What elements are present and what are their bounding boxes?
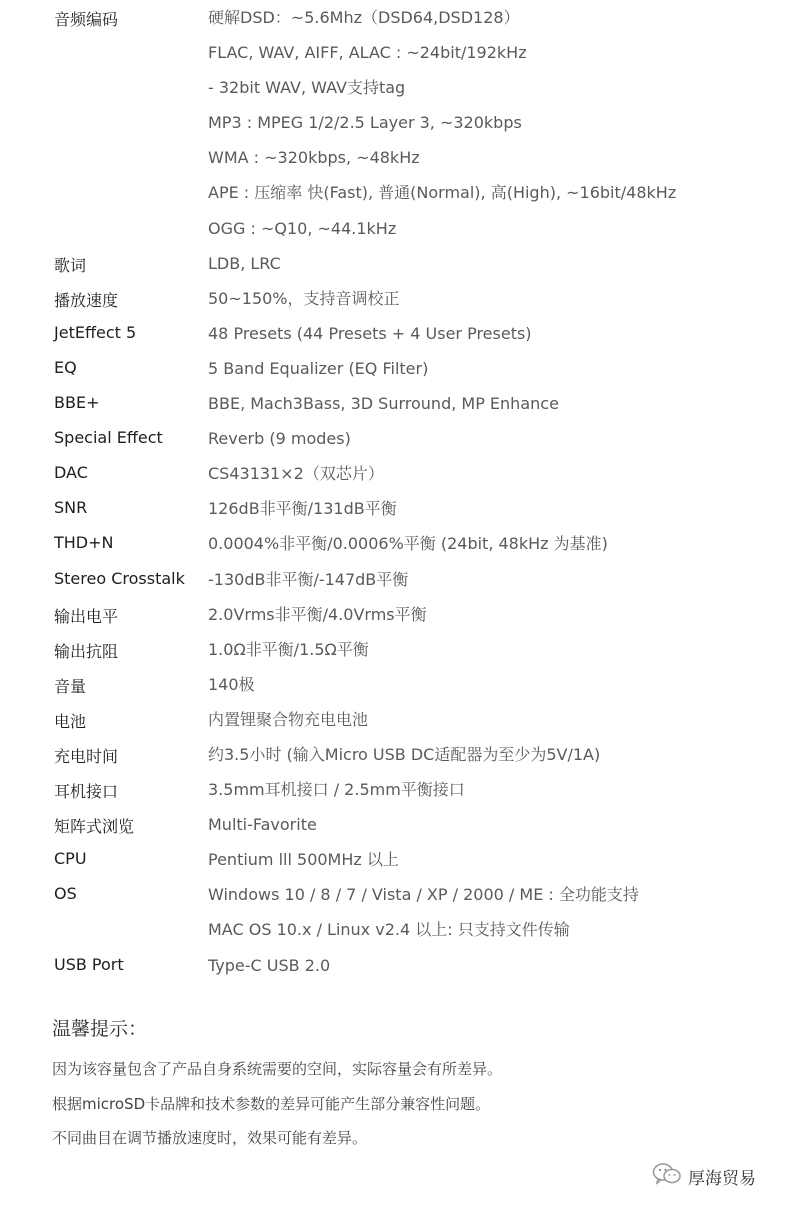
spec-values [208,386,559,421]
spec-row [54,526,774,561]
spec-row [54,386,774,421]
spec-label: 音量 [54,676,87,696]
spec-value: Pentium lll 500MHz 以上 [208,850,399,870]
spec-label: 电池 [54,711,87,731]
spec-value: 5 Band Equalizer (EQ Filter) [208,358,429,378]
spec-values [208,456,384,491]
spec-label: OS [54,884,77,904]
spec-values [208,491,397,526]
spec-value: BBE, Mach3Bass, 3D Surround, MP Enhance [208,394,559,414]
spec-value: Reverb (9 modes) [208,429,351,449]
spec-label: 音频编码 [54,10,119,29]
spec-row [54,562,774,597]
spec-row [54,772,774,807]
spec-value: MAC OS 10.x / Linux v2.4 以上: 只支持文件传输 [208,920,570,940]
spec-values [208,351,428,386]
spec-value: Windows 10 / 8 / 7 / Vista / XP / 2000 / ME : 全功能支持 [208,885,639,905]
tip-line: 不同曲目在调节播放速度时，效果可能有差异。 [52,1129,368,1147]
spec-label: Stereo Crosstalk [54,568,185,588]
spec-row [54,667,774,702]
spec-value: Type-C USB 2.0 [208,955,331,975]
spec-values [208,877,639,947]
spec-row [54,316,774,351]
spec-value: 126dB非平衡/131dB平衡 [208,499,397,519]
spec-value: 内置锂聚合物充电电池 [208,709,369,729]
tip-line: 因为该容量包含了产品自身系统需要的空间，实际容量会有所差异。 [52,1060,503,1078]
spec-values [208,702,368,737]
spec-row [54,948,774,983]
spec-label: BBE+ [54,393,100,413]
spec-row [54,491,774,526]
spec-values [208,807,317,842]
spec-values [208,772,465,807]
wechat-icon [652,1162,682,1190]
tips-list [52,1054,502,1158]
spec-row [54,281,774,316]
watermark-text: 厚海贸易 [688,1168,756,1189]
spec-value: WMA : ~320kbps, ~48kHz [208,148,420,168]
spec-value: -130dB非平衡/-147dB平衡 [208,569,409,589]
spec-row [54,421,774,456]
spec-row [54,877,774,947]
spec-row [54,702,774,737]
spec-value: APE : 压缩率 快(Fast), 普通(Normal), 高(High), ~16bit/48kHz [208,183,677,203]
spec-value: 0.0004%非平衡/0.0006%平衡 (24bit, 48kHz 为基准) [208,534,608,554]
spec-row [54,842,774,877]
spec-row [54,456,774,491]
spec-row [54,351,774,386]
spec-value: 140极 [208,674,255,694]
spec-value: 硬解DSD：~5.6Mhz（DSD64,DSD128） [208,8,520,27]
spec-value: 2.0Vrms非平衡/4.0Vrms平衡 [208,604,427,624]
spec-row [54,246,774,281]
spec-value: - 32bit WAV, WAV支持tag [208,78,406,98]
spec-label: USB Port [54,954,124,974]
spec-row [54,737,774,772]
spec-values [208,632,369,667]
spec-values [208,948,330,983]
spec-value: FLAC, WAV, AIFF, ALAC : ~24bit/192kHz [208,43,527,63]
spec-label: SNR [54,498,88,518]
spec-label: EQ [54,357,77,377]
spec-value: MP3 : MPEG 1/2/2.5 Layer 3, ~320kbps [208,113,522,133]
spec-label: Special Effect [54,428,163,448]
spec-values [208,421,351,456]
spec-label: DAC [54,463,88,483]
watermark [652,1162,756,1190]
spec-values [208,281,400,316]
spec-label: JetEffect 5 [54,322,137,342]
spec-values [208,0,676,246]
spec-label: THD+N [54,533,114,553]
spec-value: 约3.5小时 (输入Micro USB DC适配器为至少为5V/1A) [208,745,601,764]
spec-value: OGG : ~Q10, ~44.1kHz [208,218,397,238]
spec-label: 充电时间 [54,747,119,766]
spec-label: 输出电平 [54,606,119,626]
spec-label: CPU [54,849,87,869]
spec-values [208,597,427,632]
spec-values [208,667,255,702]
spec-label: 歌词 [54,255,87,275]
spec-values [208,562,408,597]
spec-value: LDB, LRC [208,253,281,273]
spec-value: 48 Presets (44 Presets + 4 User Presets) [208,323,532,343]
spec-value: 1.0Ω非平衡/1.5Ω平衡 [208,639,369,659]
spec-values [208,842,399,877]
spec-value: 50~150%，支持音调校正 [208,288,400,308]
spec-values [208,246,281,281]
spec-row [54,0,774,246]
spec-values [208,737,600,772]
tips-title: 温馨提示： [52,1018,148,1040]
spec-label: 输出抗阻 [54,641,119,661]
spec-label: 播放速度 [54,290,119,310]
spec-label: 耳机接口 [54,782,119,802]
spec-values [208,316,532,351]
spec-label: 矩阵式浏览 [54,817,135,837]
spec-row [54,632,774,667]
spec-values [208,526,608,561]
spec-value: CS43131×2（双芯片） [208,464,384,484]
spec-row [54,597,774,632]
tip-line: 根据microSD卡品牌和技术参数的差异可能产生部分兼容性问题。 [52,1094,491,1113]
spec-value: 3.5mm耳机接口 / 2.5mm平衡接口 [208,780,465,800]
spec-table [54,0,774,983]
spec-row [54,807,774,842]
spec-value: Multi-Favorite [208,815,317,835]
